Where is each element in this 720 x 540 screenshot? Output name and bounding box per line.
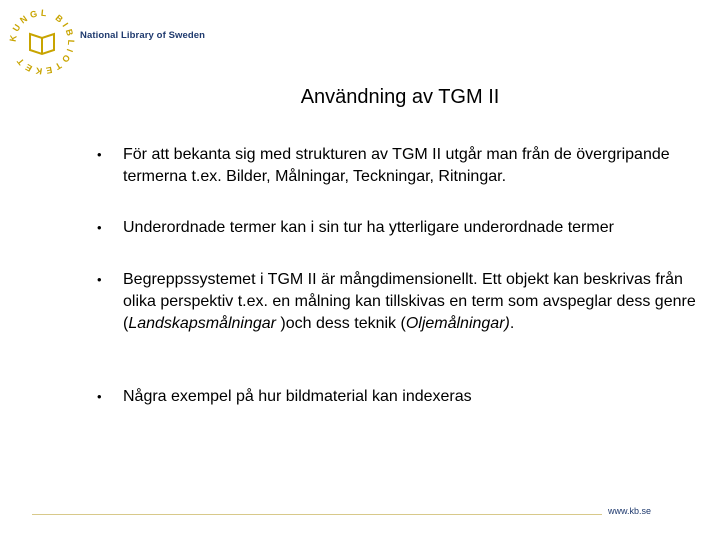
bullet-item [123,217,713,239]
bullet-item [123,386,713,408]
bullet-segment: Underordnade termer kan i sin tur ha ytterligare underordnade termer [123,219,614,236]
bullet-segment: För att bekanta sig med strukturen av TGM II utgår man från de övergripande termerna t.ex. Bilder, Målningar, Teckningar, Ritningar. [123,146,670,185]
bullet-segment: Några exempel på hur bildmaterial kan indexeras [123,388,472,405]
bullet-segment: Begreppssystemet i TGM II är mångdimensionellt. Ett objekt kan beskrivas från olika perspektiv t.ex. en målning kan tillskivas en term som avspeglar dess genre ( [123,271,696,332]
logo-ring-text: KUNGL BIBLIOTEKET [7,7,77,77]
bullet-marker: • [97,389,102,404]
footer-url: www.kb.se [608,506,652,516]
slide-title: Användning av TGM II [300,86,500,108]
bullet-segment: . [509,315,515,332]
bullet-segment-italic: Oljemålningar) [405,315,510,332]
org-name: National Library of Sweden [80,30,206,41]
bullet-item [123,269,715,335]
bullet-segment: )och dess teknik ( [275,315,406,332]
bullet-item [123,144,713,188]
footer-divider [32,514,602,515]
bullet-marker: • [97,272,102,287]
bullet-marker: • [97,220,102,235]
bullet-segment-italic: Landskapsmålningar [128,315,276,332]
bullet-marker: • [97,147,102,162]
